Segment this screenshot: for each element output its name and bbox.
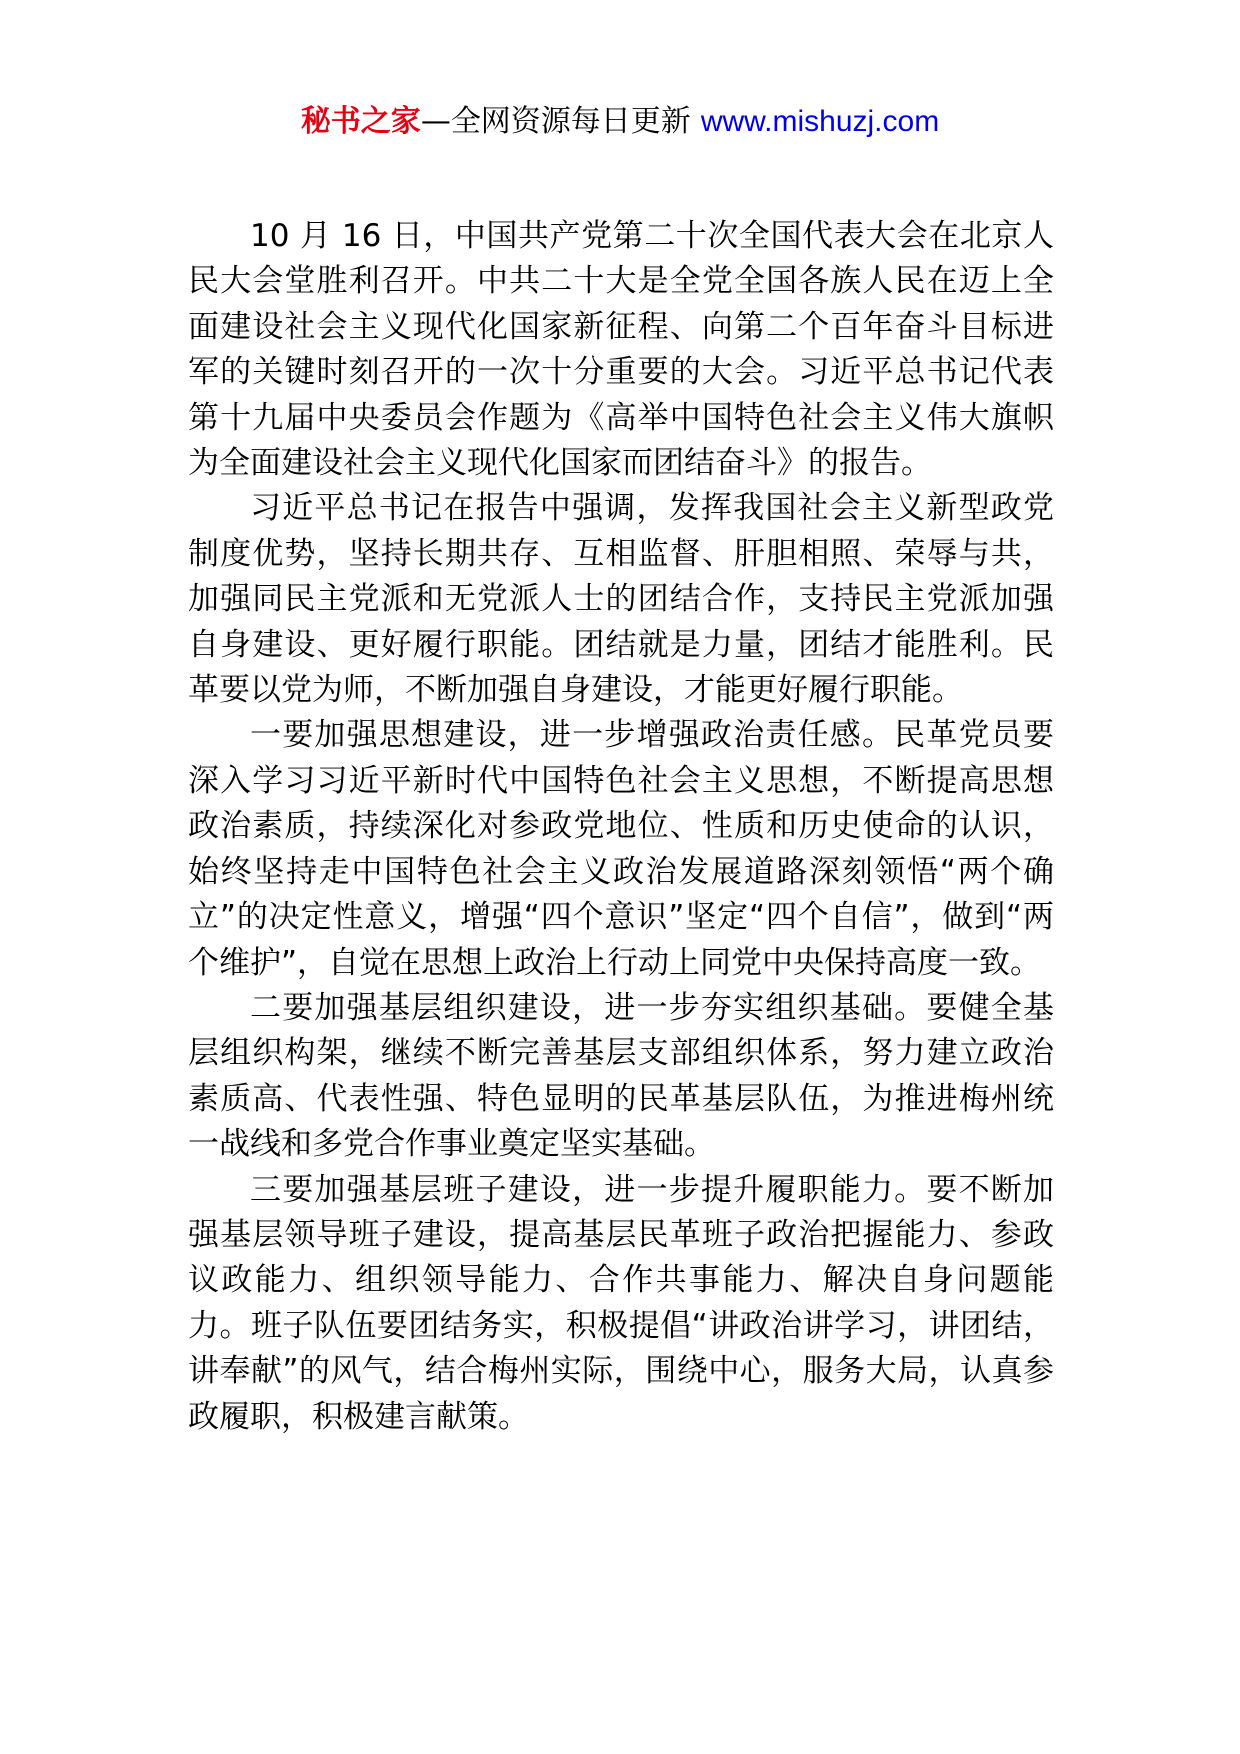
article-body	[188, 214, 1054, 1440]
brand-name: 秘书之家	[300, 104, 421, 139]
paragraph: 二要加强基层组织建设，进一步夯实组织基础。要健全基层组织构架，继续不断完善基层支部组织体系，努力建立政治素质高、代表性强、特色显明的民革基层队伍，为推进梅州统一战线和多党合作事业奠定坚实基础。	[188, 989, 1054, 1163]
site-url-link[interactable]: www.mishuzj.com	[700, 105, 940, 138]
paragraph: 习近平总书记在报告中强调，发挥我国社会主义新型政党制度优势，坚持长期共存、互相监督、肝胆相照、荣辱与共，加强同民主党派和无党派人士的团结合作，支持民主党派加强自身建设、更好履行职能。团结就是力量，团结才能胜利。民革要以党为师，不断加强自身建设，才能更好履行职能。	[188, 490, 1054, 709]
paragraph: 三要加强基层班子建设，进一步提升履职能力。要不断加强基层领导班子建设，提高基层民革班子政治把握能力、参政议政能力、组织领导能力、合作共事能力、解决自身问题能力。班子队伍要团结务实，积极提倡“讲政治讲学习，讲团结，讲奉献”的风气，结合梅州实际，围绕中心，服务大局，认真参政履职，积极建言献策。	[188, 1171, 1054, 1435]
paragraph: 10 月 16 日，中国共产党第二十次全国代表大会在北京人民大会堂胜利召开。中共二十大是全党全国各族人民在迈上全面建设社会主义现代化国家新征程、向第二个百年奋斗目标进军的关键时刻召开的一次十分重要的大会。习近平总书记代表第十九届中央委员会作题为《高举中国特色社会主义伟大旗帜 为全面建设社会主义现代化国家而团结奋斗》的报告。	[188, 218, 1054, 482]
paragraph: 一要加强思想建设，进一步增强政治责任感。民革党员要深入学习习近平新时代中国特色社会主义思想，不断提高思想政治素质，持续深化对参政党地位、性质和历史使命的认识，始终坚持走中国特色社会主义政治发展道路深刻领悟“两个确立”的决定性意义，增强“四个意识”坚定“四个自信”，做到“两个维护”，自觉在思想上政治上行动上同党中央保持高度一致。	[188, 717, 1054, 981]
header-tagline: —全网资源每日更新	[420, 104, 691, 139]
page-header	[0, 100, 1240, 144]
